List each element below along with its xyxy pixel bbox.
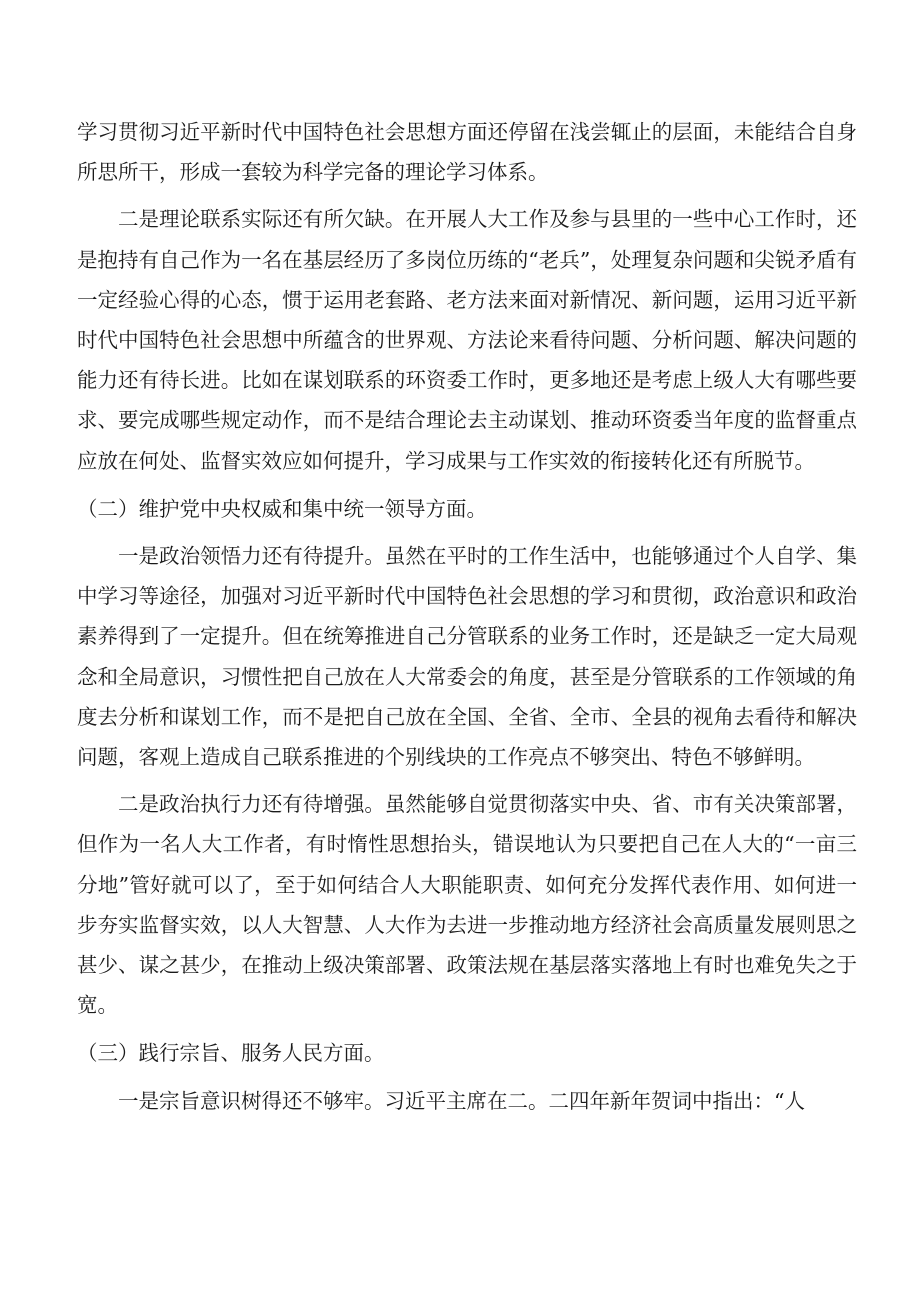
paragraph-theory-practice: 二是理论联系实际还有所欠缺。在开展人大工作及参与县里的一些中心工作时，还是抱持有自己作为一名在基层经历了多岗位历练的“老兵”，处理复杂问题和尖锐矛盾有一定经验心得的心态，惯于运用老套路、老方法来面对新情况、新问题，运用习近平新时代中国特色社会思想中所蕴含的世界观、方法论来看待问题、分析问题、解决问题的能力还有待长进。比如在谋划联系的环资委工作时，更多地还是考虑上级人大有哪些要求、要完成哪些规定动作，而不是结合理论去主动谋划、推动环资委当年度的监督重点应放在何处、监督实效应如何提升，学习成果与工作实效的衔接转化还有所脱节。 [77,207,857,473]
paragraph-political-comprehension: 一是政治领悟力还有待提升。虽然在平时的工作生活中，也能够通过个人自学、集中学习等途径，加强对习近平新时代中国特色社会思想的学习和贯彻，政治意识和政治素养得到了一定提升。但在统筹推进自己分管联系的业务工作时，还是缺乏一定大局观念和全局意识，习惯性把自己放在人大常委会的角度，甚至是分管联系的工作领域的角度去分析和谋划工作，而不是把自己放在全国、全省、全市、全县的视角去看待和解决问题，客观上造成自己联系推进的个别线块的工作亮点不够突出、特色不够鲜明。 [77,544,857,770]
section-heading-2: （二）维护党中央权威和集中统一领导方面。 [77,496,487,521]
paragraph-continuation: 学习贯彻习近平新时代中国特色社会思想方面还停留在浅尝辄止的层面，未能结合自身所思所干，形成一套较为科学完备的理论学习体系。 [77,120,857,185]
paragraph-political-execution: 二是政治执行力还有待增强。虽然能够自觉贯彻落实中央、省、市有关决策部署，但作为一名人大工作者，有时惰性思想抬头，错误地认为只要把自己在人大的“一亩三分地”管好就可以了，至于如何结合人大职能职责、如何充分发挥代表作用、如何进一步夯实监督实效，以人大智慧、人大作为去进一步推动地方经济社会高质量发展则思之甚少、谋之甚少，在推动上级决策部署、政策法规在基层落实落地上有时也难免失之于宽。 [77,792,857,1018]
paragraph-purpose-awareness: 一是宗旨意识树得还不够牢。习近平主席在二。二四年新年贺词中指出：“人 [118,1088,805,1113]
document-body [77,112,857,1121]
section-heading-3: （三）践行宗旨、服务人民方面。 [77,1041,385,1066]
